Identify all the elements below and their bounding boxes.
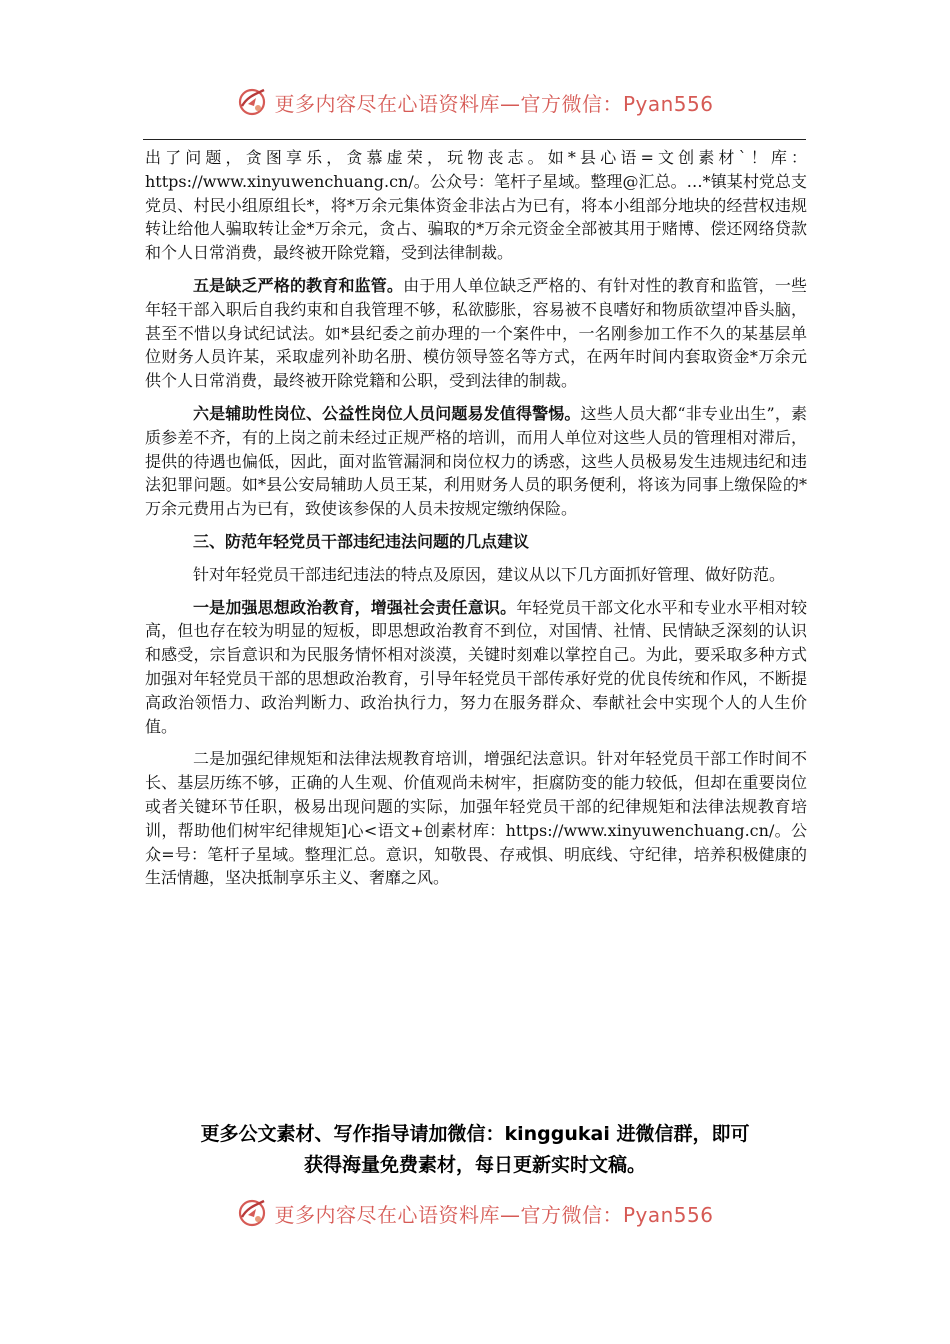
paragraph-3: [145, 402, 807, 521]
paragraph-text: 二是加强纪律规矩和法律法规教育培训，增强纪法意识。针对年轻党员干部工作时间不长、基层历练不够，正确的人生观、价值观尚未树牢，拒腐防变的能力较低，但却在重要岗位或者关键环节任职，极易出现问题的实际，加强年轻党员干部的纪律规矩和法律法规教育培训，帮助他们树牢纪律规矩]心<语文+创素材库：https://www.xinyuwenchuang.cn/。公众=号：笔杆子星域。整理汇总。意识，知敬畏、存戒惧、明底线、守纪律，培养积极健康的生活情趣，坚决抵制享乐主义、奢靡之风。: [145, 749, 807, 888]
paragraph-text: 出了问题，贪图享乐，贪慕虚荣，玩物丧志。如*县心语=文创素材`！库：https://www.xinyuwenchuang.cn/。公众号：笔杆子星域。整理@汇总。…*镇某村党总支党员、村民小组原组长*，将*万余元集体资金非法占为已有，将本小组部分地块的经营权违规转让给他人骗取转让金*万余元，贪占、骗取的*万余元资金全部被其用于赌博、偿还网络贷款和个人日常消费，最终被开除党籍，受到法律制裁。: [145, 148, 807, 263]
promo-text: [120, 1119, 830, 1181]
promo-line-2: 获得海量免费素材，每日更新实时文稿。: [303, 1154, 646, 1176]
section-heading-text: 三、防范年轻党员干部违纪违法问题的几点建议: [193, 531, 530, 551]
paragraph-heading: 六是辅助性岗位、公益性岗位人员问题易发值得警惕。: [193, 403, 581, 423]
brand-logo-icon: [236, 1197, 268, 1229]
document-body: [145, 146, 807, 899]
paragraph-heading: 五是缺乏严格的教育和监管。: [193, 275, 404, 295]
paragraph-text: 针对年轻党员干部违纪违法的特点及原因，建议从以下几方面抓好管理、做好防范。: [193, 564, 786, 584]
paragraph-text: 由于用人单位缺乏严格的、有针对性的教育和监管，一些年轻干部入职后自我约束和自我管理不够，私欲膨胀，容易被不良嗜好和物质欲望冲昏头脑，甚至不惜以身试纪试法。如*县纪委之前办理的一个案件中，一名刚参加工作不久的某基层单位财务人员许某，采取虚列补助名册、模仿领导签名等方式，在两年时间内套取资金*万余元供个人日常消费，最终被开除党籍和公职，受到法律的制裁。: [145, 275, 807, 391]
header-rule: [143, 139, 806, 140]
paragraph-text: 这些人员大都“非专业出生”，素质参差不齐，有的上岗之前未经过正规严格的培训，而用人单位对这些人员的管理相对滞后，提供的待遇也偏低，因此，面对监管漏洞和岗位权力的诱惑，这些人员极易发生违规违纪和违法犯罪问题。如*县公安局辅助人员王某，利用财务人员的职务便利，将该为同事上缴保险的*万余元费用占为已有，致使该参保的人员未按规定缴纳保险。: [145, 403, 807, 519]
header-banner-text: 更多内容尽在心语资料库—官方微信：Pyan556: [274, 91, 714, 116]
paragraph-7: [145, 747, 807, 890]
paragraph-6: [145, 596, 807, 739]
footer-banner: [0, 1193, 950, 1233]
header-banner: [0, 82, 950, 122]
footer-banner-text: 更多内容尽在心语资料库—官方微信：Pyan556: [274, 1202, 714, 1227]
paragraph-2: [145, 274, 807, 393]
paragraph-text: 年轻党员干部文化水平和专业水平相对较高，但也存在较为明显的短板，即思想政治教育不到位，对国情、社情、民情缺乏深刻的认识和感受，宗旨意识和为民服务情怀相对淡漠，关键时刻难以掌控自己。为此，要采取多种方式加强对年轻党员干部的思想政治教育，引导年轻党员干部传承好党的优良传统和作风，不断提高政治领悟力、政治判断力、政治执行力，努力在服务群众、奉献社会中实现个人的人生价值。: [145, 597, 807, 736]
paragraph-1: [145, 146, 807, 265]
paragraph-heading: 一是加强思想政治教育，增强社会责任意识。: [193, 597, 517, 617]
promo-line-1: 更多公文素材、写作指导请加微信：kinggukai 进微信群，即可: [200, 1123, 750, 1145]
brand-logo-icon: [236, 86, 268, 118]
paragraph-5: [145, 563, 807, 587]
section-heading: [145, 530, 807, 554]
